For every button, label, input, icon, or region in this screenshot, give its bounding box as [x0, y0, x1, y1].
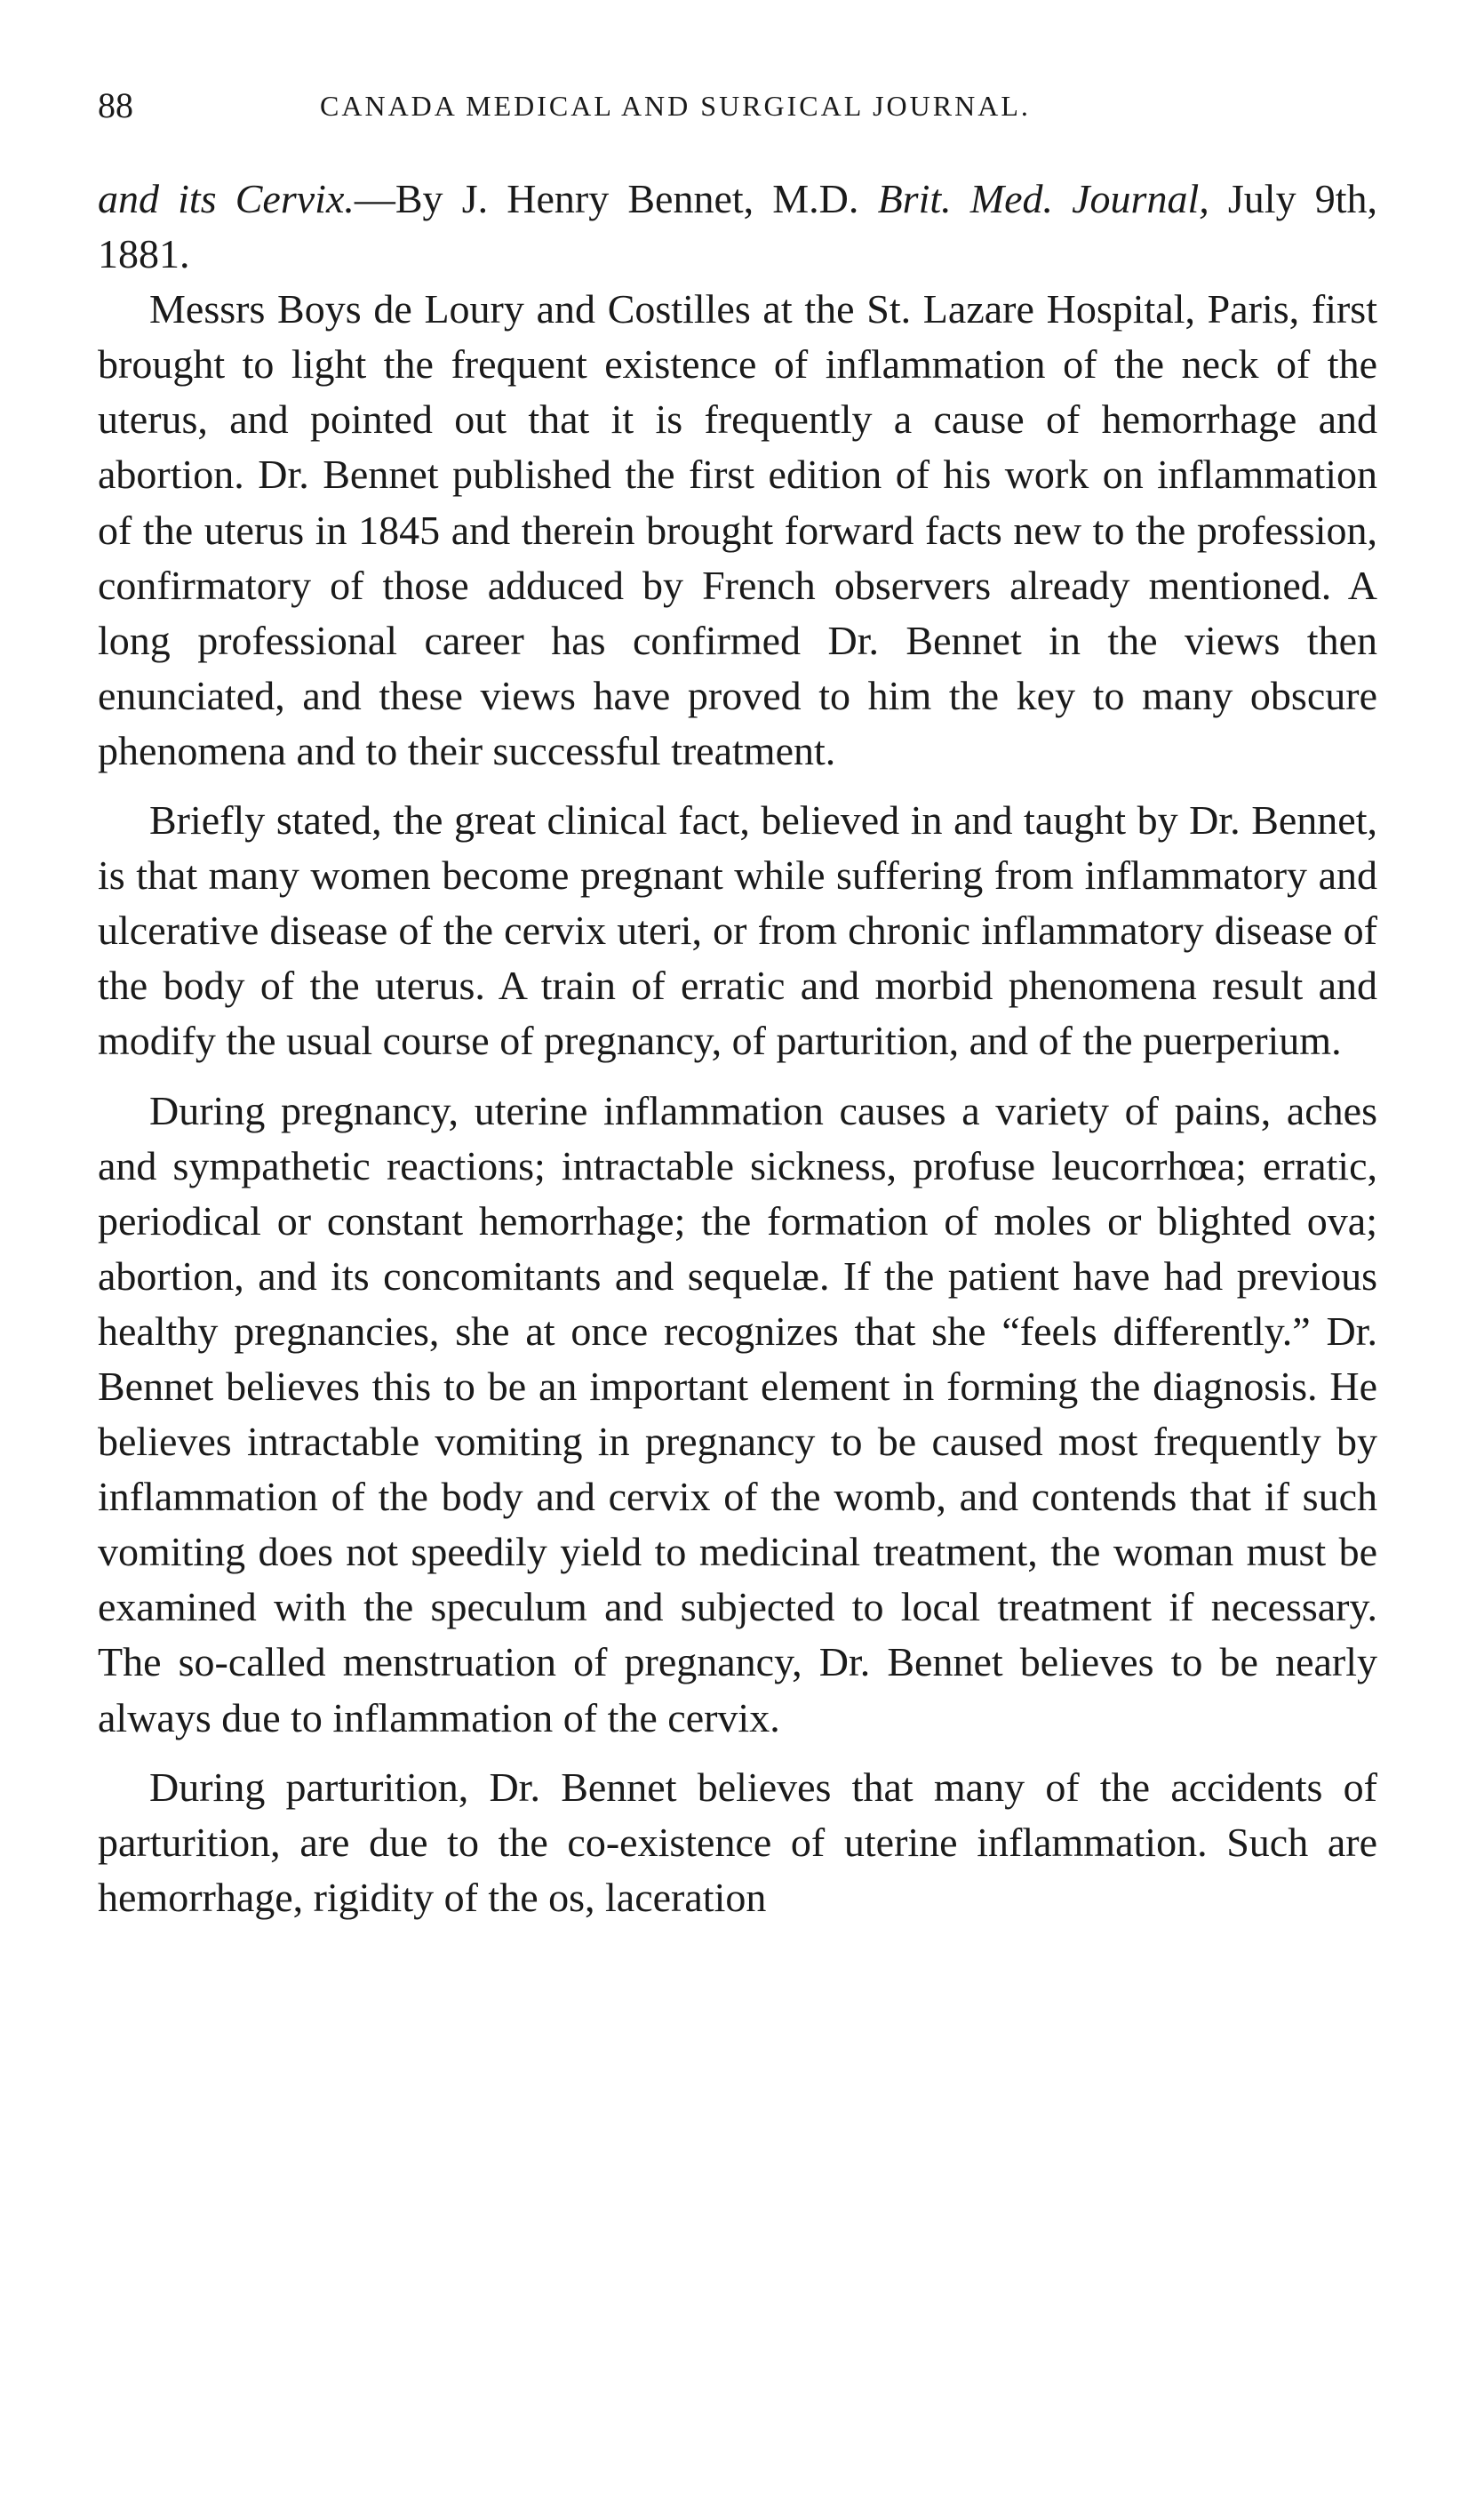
citation-date: July 9th, 1881.	[98, 176, 1378, 277]
running-head	[98, 84, 1377, 138]
paragraph-parturition: During parturition, Dr. Bennet believes that many of the accidents of parturition, are due to the co-existence of uterine inflammation. Such are hemorrhage, rigidity of the os, laceration	[98, 1764, 1377, 1920]
article-body	[98, 172, 1377, 1925]
journal-title: CANADA MEDICAL AND SURGICAL JOURNAL.	[320, 90, 1031, 122]
paragraph-history: Messrs Boys de Loury and Costilles at the St. Lazare Hospital, Paris, first brought to light the frequent existence of inflammation of the neck of the uterus, and pointed out that it is frequently a cause of hemorrhage and abortion. Dr. Bennet published the first edition of his work on inflammation of the uterus in 1845 and therein brought forward facts new to the profession, confirmatory of those adduced by French observers already mentioned. A long professional career has confirmed Dr. Bennet in the views then enunciated, and these views have proved to him the key to many obscure phenomena and to their successful treatment.	[98, 286, 1377, 773]
citation-author: —By J. Henry Bennet, M.D.	[354, 176, 859, 221]
citation	[98, 172, 1377, 282]
paragraph-clinical-fact: Briefly stated, the great clinical fact, believed in and taught by Dr. Bennet, is that many women become pregnant while suffering from inflammatory and ulcerative disease of the cervix uteri, or from chronic inflammatory disease of the body of the uterus. A train of erratic and morbid phenomena result and modify the usual course of pregnancy, of parturition, and of the puerperium.	[98, 797, 1377, 1064]
page-number: 88	[98, 85, 133, 125]
paragraph-pregnancy: During pregnancy, uterine inflammation causes a variety of pains, aches and sympathetic reactions; intractable sickness, profuse leucorrhœa; erratic, periodical or constant hemorrhage; the formation of moles or blighted ova; abortion, and its concomitants and sequelæ. If the patient have had previous healthy pregnancies, she at once recognizes that she “feels differently.” Dr. Bennet believes this to be an important element in forming the diagnosis. He believes intractable vomiting in pregnancy to be caused most frequently by inflammation of the body and cervix of the womb, and contends that if such vomiting does not speedily yield to medicinal treatment, the woman must be examined with the speculum and subjected to local treatment if necessary. The so-called menstruation of pregnancy, Dr. Bennet believes to be nearly always due to inflammation of the cervix.	[98, 1087, 1377, 1740]
citation-title-tail: and its Cervix.	[98, 176, 355, 221]
journal-page	[98, 84, 1377, 1925]
citation-journal: Brit. Med. Journal,	[877, 176, 1209, 221]
